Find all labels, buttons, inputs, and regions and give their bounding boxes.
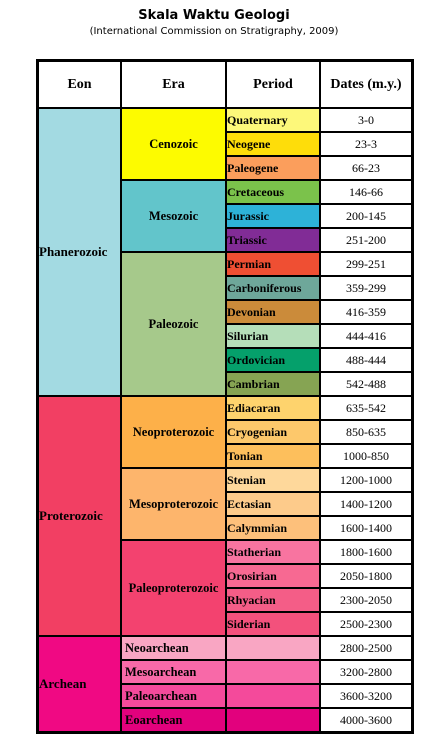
- period-cell: Ectasian: [226, 492, 320, 516]
- eon-cell: Archean: [38, 636, 121, 732]
- dates-cell: 66-23: [320, 156, 412, 180]
- period-cell: Cambrian: [226, 372, 320, 396]
- page-title: Skala Waktu Geologi: [138, 8, 290, 23]
- period-cell: Quaternary: [226, 108, 320, 132]
- era-cell: Neoproterozoic: [121, 396, 226, 468]
- page-subtitle: (International Commission on Stratigraphy, 2009): [89, 26, 339, 37]
- period-cell: Ordovician: [226, 348, 320, 372]
- era-cell: Eoarchean: [121, 708, 226, 732]
- period-cell: Orosirian: [226, 564, 320, 588]
- table-row: [38, 636, 412, 660]
- dates-cell: 2800-2500: [320, 636, 412, 660]
- period-cell: Stenian: [226, 468, 320, 492]
- period-cell: Siderian: [226, 612, 320, 636]
- period-cell: Paleogene: [226, 156, 320, 180]
- dates-cell: 2300-2050: [320, 588, 412, 612]
- period-cell: Silurian: [226, 324, 320, 348]
- table-body: [38, 108, 412, 732]
- era-cell: Mesozoic: [121, 180, 226, 252]
- geologic-time-table: [36, 59, 414, 734]
- dates-cell: 299-251: [320, 252, 412, 276]
- period-cell: Tonian: [226, 444, 320, 468]
- table-row: [38, 108, 412, 132]
- era-cell: Paleoarchean: [121, 684, 226, 708]
- dates-cell: 2050-1800: [320, 564, 412, 588]
- dates-cell: 2500-2300: [320, 612, 412, 636]
- column-header-era: Era: [121, 61, 226, 108]
- period-cell: Neogene: [226, 132, 320, 156]
- period-cell: Ediacaran: [226, 396, 320, 420]
- dates-cell: 635-542: [320, 396, 412, 420]
- dates-cell: 1800-1600: [320, 540, 412, 564]
- dates-cell: 542-488: [320, 372, 412, 396]
- period-cell: Permian: [226, 252, 320, 276]
- dates-cell: 1600-1400: [320, 516, 412, 540]
- header-row: [38, 61, 412, 108]
- era-cell: Paleozoic: [121, 252, 226, 396]
- dates-cell: 251-200: [320, 228, 412, 252]
- dates-cell: 3200-2800: [320, 660, 412, 684]
- period-cell-empty: [226, 660, 320, 684]
- era-cell: Paleoproterozoic: [121, 540, 226, 636]
- dates-cell: 444-416: [320, 324, 412, 348]
- period-cell-empty: [226, 636, 320, 660]
- dates-cell: 146-66: [320, 180, 412, 204]
- period-cell: Devonian: [226, 300, 320, 324]
- dates-cell: 1400-1200: [320, 492, 412, 516]
- dates-cell: 23-3: [320, 132, 412, 156]
- dates-cell: 1200-1000: [320, 468, 412, 492]
- period-cell: Triassic: [226, 228, 320, 252]
- table-row: [38, 396, 412, 420]
- era-cell: Cenozoic: [121, 108, 226, 180]
- period-cell: Cryogenian: [226, 420, 320, 444]
- period-cell: Cretaceous: [226, 180, 320, 204]
- period-cell: Rhyacian: [226, 588, 320, 612]
- period-cell-empty: [226, 684, 320, 708]
- dates-cell: 416-359: [320, 300, 412, 324]
- dates-cell: 1000-850: [320, 444, 412, 468]
- dates-cell: 359-299: [320, 276, 412, 300]
- column-header-period: Period: [226, 61, 320, 108]
- period-cell: Calymmian: [226, 516, 320, 540]
- dates-cell: 200-145: [320, 204, 412, 228]
- dates-cell: 488-444: [320, 348, 412, 372]
- dates-cell: 3600-3200: [320, 684, 412, 708]
- period-cell: Carboniferous: [226, 276, 320, 300]
- dates-cell: 850-635: [320, 420, 412, 444]
- era-cell: Mesoarchean: [121, 660, 226, 684]
- era-cell: Neoarchean: [121, 636, 226, 660]
- dates-cell: 3-0: [320, 108, 412, 132]
- column-header-eon: Eon: [38, 61, 121, 108]
- dates-cell: 4000-3600: [320, 708, 412, 732]
- era-cell: Mesoproterozoic: [121, 468, 226, 540]
- column-header-dates: Dates (m.y.): [320, 61, 412, 108]
- period-cell: Jurassic: [226, 204, 320, 228]
- period-cell: Statherian: [226, 540, 320, 564]
- eon-cell: Phanerozoic: [38, 108, 121, 396]
- eon-cell: Proterozoic: [38, 396, 121, 636]
- period-cell-empty: [226, 708, 320, 732]
